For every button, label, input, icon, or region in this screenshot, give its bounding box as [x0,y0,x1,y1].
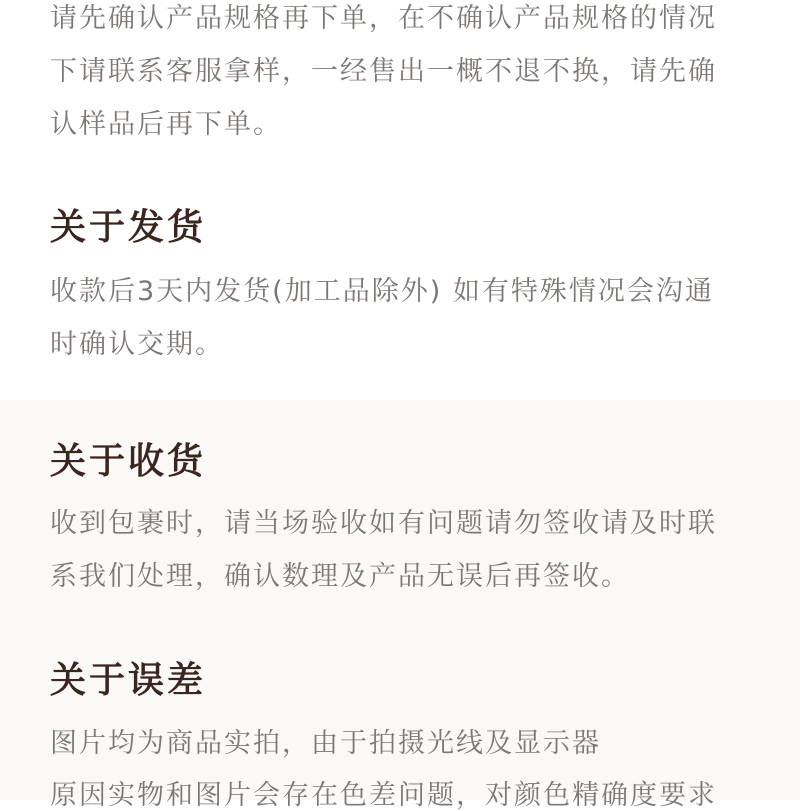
intro-line: 下请联系客服拿样，一经售出一概不退不换，请先确 [50,56,717,87]
section-line: 原因实物和图片会存在色差问题，对颜色精确度要求 [50,780,717,811]
section-line: 图片均为商品实拍，由于拍摄光线及显示器 [50,728,601,759]
section-line: 时确认交期。 [50,329,224,360]
section-line: 系我们处理，确认数理及产品无误后再签收。 [50,561,630,592]
section-line: 收款后3天内发货(加工品除外) 如有特殊情况会沟通 [50,276,714,307]
section-line: 收到包裹时，请当场验收如有问题请勿签收请及时联 [50,508,717,539]
section-title: 关于收货 [50,441,207,482]
intro-line: 请先确认产品规格再下单，在不确认产品规格的情况 [50,3,717,34]
section-title: 关于发货 [50,207,207,248]
section-title: 关于误差 [50,660,207,701]
intro-line: 认样品后再下单。 [50,109,282,140]
